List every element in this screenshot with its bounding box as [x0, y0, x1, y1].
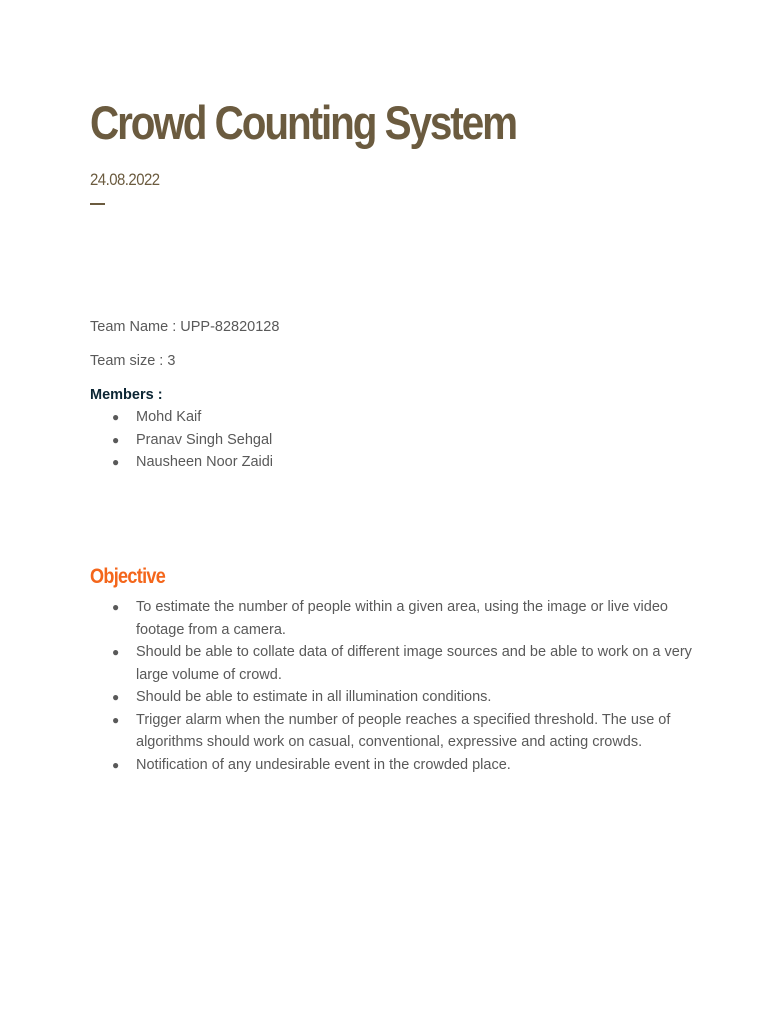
objective-text: To estimate the number of people within a given area, using the image or live video footage from a camera.: [136, 599, 668, 638]
objective-text: Notification of any undesirable event in the crowded place.: [136, 756, 511, 773]
bullet-icon: ●: [112, 455, 120, 469]
list-item: [90, 641, 696, 686]
title-dash-divider: [90, 203, 105, 205]
list-item: [90, 451, 690, 474]
member-name: Pranav Singh Sehgal: [136, 431, 273, 448]
objective-text: Should be able to collate data of different image sources and be able to work on a very large volume of crowd.: [136, 644, 692, 683]
team-name-text: Team Name : UPP-82820128: [90, 319, 280, 335]
bullet-icon: ●: [112, 690, 120, 704]
objective-text: Should be able to estimate in all illumination conditions.: [136, 689, 492, 705]
member-name: Nausheen Noor Zaidi: [136, 454, 274, 470]
bullet-icon: ●: [112, 645, 120, 659]
objective-list: [90, 596, 690, 776]
list-item: [90, 406, 690, 429]
members-list: [90, 406, 690, 474]
bullet-icon: ●: [112, 757, 120, 772]
list-item: [90, 596, 696, 641]
member-name: Mohd Kaif: [136, 409, 202, 425]
bullet-icon: ●: [112, 432, 120, 447]
objective-text: Trigger alarm when the number of people reaches a specified threshold. The use of algorithms should work on casual, conventional, expressive and acting crowds.: [136, 711, 671, 750]
bullet-icon: ●: [112, 410, 120, 424]
objective-heading: Objective: [90, 565, 166, 588]
document-title: Crowd Counting System: [90, 96, 516, 149]
list-item: [90, 709, 696, 754]
members-label: Members :: [90, 387, 163, 403]
bullet-icon: ●: [112, 712, 120, 727]
document-date: 24.08.2022: [90, 170, 160, 189]
list-item: [90, 754, 696, 777]
list-item: [90, 686, 696, 709]
bullet-icon: ●: [112, 600, 120, 614]
team-size-text: Team size : 3: [90, 353, 176, 369]
list-item: [90, 429, 690, 452]
